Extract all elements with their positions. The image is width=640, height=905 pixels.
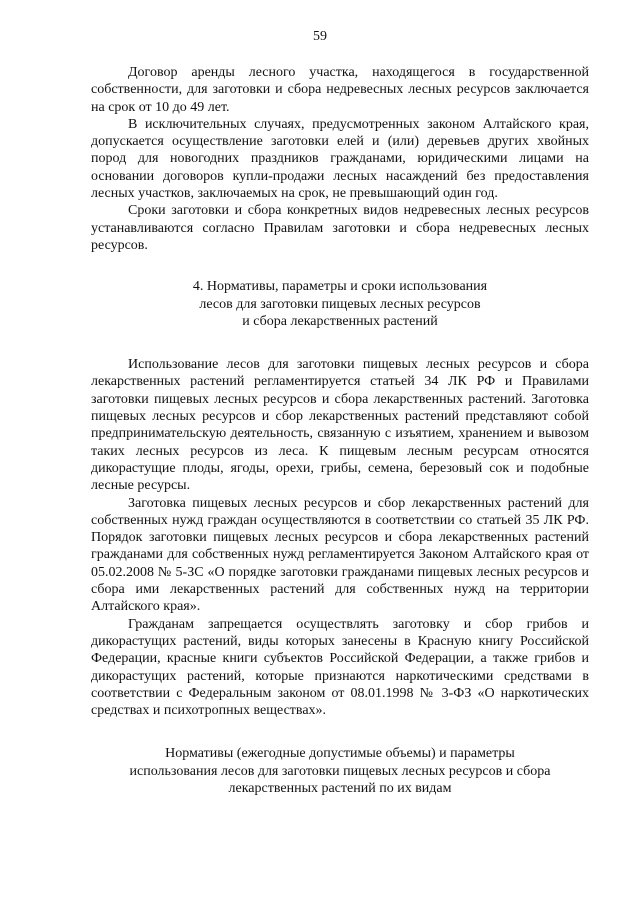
page-content — [91, 64, 589, 797]
paragraph-own-needs-harvesting: Заготовка пищевых лесных ресурсов и сбор лекарственных растений для собственных нужд граждан осуществляются в соответствии со статьей 35 ЛК РФ. Порядок заготовки пищевых лесных ресурсов и сбора лекарственных растений гражданами для собственных нужд регламентируется Законом Алтайского края от 05.02.2008 № 5-ЗС «О порядке заготовки гражданами пищевых лесных ресурсов и сбора ими лекарственных растений для собственных нужд на территории Алтайского края». — [91, 495, 589, 615]
section-heading — [91, 278, 589, 330]
paragraph-lease-term: Договор аренды лесного участка, находящегося в государственной собственности, для заготовки и сбора недревесных лесных ресурсов заключается на срок от 10 до 49 лет. — [91, 65, 589, 115]
section-heading-line: и сбора лекарственных растений — [242, 313, 438, 329]
section-heading-line: 4. Нормативы, параметры и сроки использования — [192, 279, 488, 295]
table-heading-line: использования лесов для заготовки пищевых лесных ресурсов и сбора — [129, 763, 551, 779]
paragraph-harvesting-periods: Сроки заготовки и сбора конкретных видов недревесных лесных ресурсов устанавливаются согласно Правилам заготовки и сбора недревесных лесных ресурсов. — [91, 203, 589, 253]
table-heading-line: лекарственных растений по их видам — [228, 780, 452, 796]
paragraph-prohibited-harvesting: Гражданам запрещается осуществлять заготовку и сбор грибов и дикорастущих растений, виды которых занесены в Красную книгу Российской Федерации, красные книги субъектов Российской Федерации, а также грибов и дикорастущих растений, которые признаются наркотическими средствами в соответствии с Федеральным законом от 08.01.1998 № 3-ФЗ «О наркотических средствах и психотропных веществах». — [91, 616, 589, 719]
paragraph-food-resources-usage: Использование лесов для заготовки пищевых лесных ресурсов и сбора лекарственных растений регламентируется статьей 34 ЛК РФ и Правилами заготовки пищевых лесных ресурсов и сбора лекарственных растений. Заготовка пищевых лесных ресурсов и сбор лекарственных растений представляют собой предпринимательскую деятельность, связанную с изъятием, хранением и вывозом таких лесных ресурсов из леса. К пищевым лесным ресурсам относятся дикорастущие плоды, ягоды, орехи, грибы, семена, березовый сок и подобные лесные ресурсы. — [91, 357, 589, 494]
page-number: 59 — [313, 29, 327, 44]
section-heading-line: лесов для заготовки пищевых лесных ресурсов — [199, 296, 481, 312]
table-heading-line: Нормативы (ежегодные допустимые объемы) и параметры — [165, 746, 515, 762]
table-heading — [91, 745, 589, 797]
paragraph-fir-harvesting-exception: В исключительных случаях, предусмотренных законом Алтайского края, допускается осуществление заготовки елей и (или) деревьев других хвойных пород для новогодних праздников гражданами, юридическими лицами на основании договоров купли-продажи лесных насаждений без предоставления лесных участков, заключаемых на срок, не превышающий один год. — [91, 116, 589, 202]
